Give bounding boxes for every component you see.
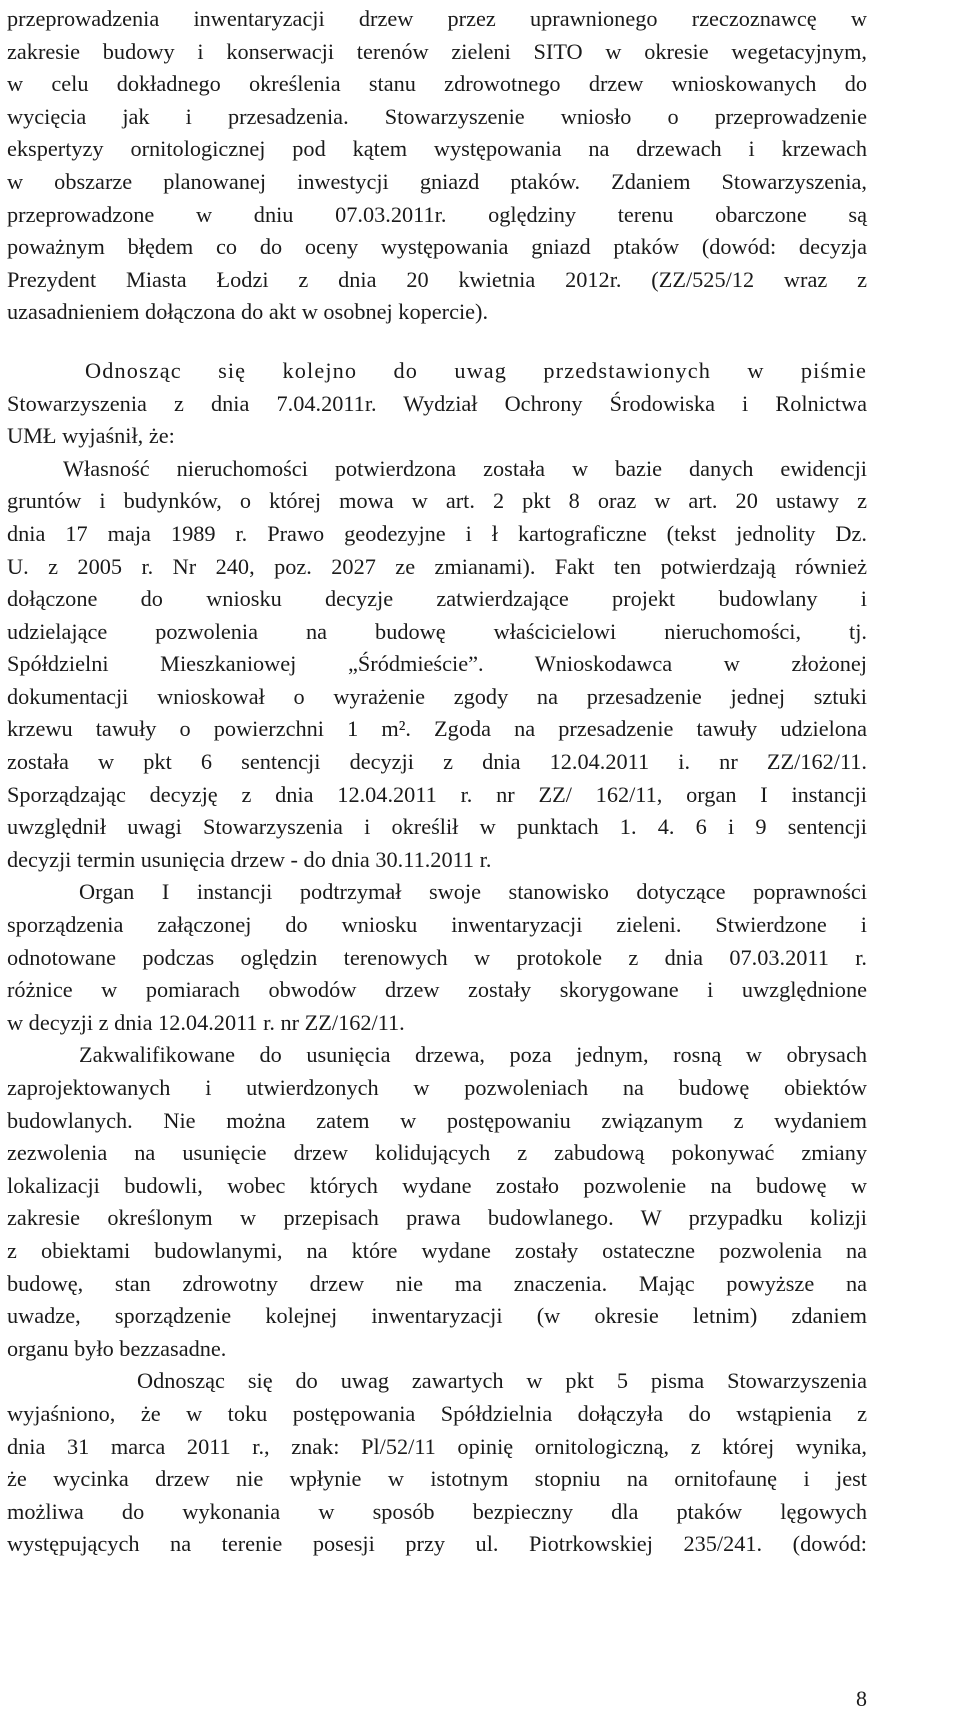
text-line: dnia 17 maja 1989 r. Prawo geodezyjne i ł kartograficzne (tekst jednolity Dz. <box>7 520 867 546</box>
paragraph-department-explanation <box>7 355 867 453</box>
text-line: Własność nieruchomości potwierdzona została w bazie danych ewidencji <box>63 455 867 481</box>
text-line: Spółdzielni Mieszkaniowej „Śródmieście”. Wnioskodawca w złożonej <box>7 651 867 677</box>
text-line: wyjaśniono, że w toku postępowania Spółdzielnia dołączyła do wstąpienia z <box>7 1400 867 1426</box>
text-line: wycięcia jak i przesadzenia. Stowarzyszenie wniosło o przeprowadzenie <box>7 103 867 129</box>
text-line: że wycinka drzew nie wpłynie w istotnym stopniu na ornitofaunę i jest <box>7 1466 867 1492</box>
text-line: dnia 31 marca 2011 r., znak: Pl/52/11 opinię ornitologiczną, z której wynika, <box>7 1433 867 1459</box>
page-number: 8 <box>856 1686 867 1711</box>
text-line: U. z 2005 r. Nr 240, poz. 2027 ze zmianami). Fakt ten potwierdzają również <box>7 553 867 579</box>
text-line: udzielające pozwolenia na budowę właścicielowi nieruchomości, tj. <box>7 618 867 644</box>
text-line: uwadze, sporządzenie kolejnej inwentaryzacji (w okresie letnim) zdaniem <box>7 1303 867 1329</box>
text-line: możliwa do wykonania w sposób bezpieczny dla ptaków lęgowych <box>7 1498 867 1524</box>
text-line: decyzji termin usunięcia drzew - do dnia 30.11.2011 r. <box>7 846 492 872</box>
text-line: Organ I instancji podtrzymał swoje stanowisko dotyczące poprawności <box>79 879 867 905</box>
text-line: sporządzenia załączonej do wniosku inwentaryzacji zieleni. Stwierdzone i <box>7 912 867 938</box>
paragraph-first-instance-position <box>7 876 867 1039</box>
text-line: przeprowadzenia inwentaryzacji drzew przez uprawnionego rzeczoznawcę w <box>7 6 867 31</box>
text-line: różnice w pomiarach obwodów drzew zostały skorygowane i uwzględnione <box>7 977 867 1003</box>
text-line: ekspertyzy ornitologicznej pod kątem występowania na drzewach i krzewach <box>7 136 867 162</box>
text-line: występujących na terenie posesji przy ul. Piotrkowskiej 235/241. (dowód: <box>7 1531 867 1557</box>
text-line: krzewu tawuły o powierzchni 1 m². Zgoda na przesadzenie tawuły udzielona <box>7 716 867 742</box>
text-line: dokumentacji wnioskował o wyrażenie zgody na przesadzenie jednej sztuki <box>7 683 867 709</box>
text-line: odnotowane podczas oględzin terenowych w protokole z dnia 07.03.2011 r. <box>7 944 867 970</box>
text-line: Zakwalifikowane do usunięcia drzewa, poza jednym, rosną w obrysach <box>79 1042 867 1068</box>
text-line: przeprowadzone w dniu 07.03.2011r. oględziny terenu obarczone są <box>7 201 867 227</box>
text-line: Stowarzyszenia z dnia 7.04.2011r. Wydział Ochrony Środowiska i Rolnictwa <box>7 390 867 416</box>
text-line: w celu dokładnego określenia stanu zdrowotnego drzew wnioskowanych do <box>7 71 867 97</box>
text-line: zakresie budowy i konserwacji terenów zieleni SITO w okresie wegetacyjnym, <box>7 38 867 64</box>
text-line: zezwolenia na usunięcie drzew kolidujących z zabudową pokonywać zmiany <box>7 1140 867 1166</box>
paragraph-spacer <box>7 329 867 355</box>
text-line: Odnosząc się do uwag zawartych w pkt 5 pisma Stowarzyszenia <box>137 1368 867 1394</box>
text-line: została w pkt 6 sentencji decyzji z dnia 12.04.2011 i. nr ZZ/162/11. <box>7 749 867 775</box>
text-line: Prezydent Miasta Łodzi z dnia 20 kwietnia 2012r. (ZZ/525/12 wraz z <box>7 266 867 292</box>
text-line: gruntów i budynków, o której mowa w art. 2 pkt 8 oraz w art. 20 ustawy z <box>7 488 867 514</box>
paragraph-tree-removal <box>7 1039 867 1365</box>
text-line: zaprojektowanych i utwierdzonych w pozwoleniach na budowę obiektów <box>7 1075 867 1100</box>
text-line: zakresie określonym w przepisach prawa budowlanego. W przypadku kolizji <box>7 1205 867 1231</box>
text-line: poważnym błędem co do oceny występowania gniazd ptaków (dowód: decyzja <box>7 234 867 260</box>
text-line: UMŁ wyjaśnił, że: <box>7 423 175 449</box>
text-line: uwzględnił uwagi Stowarzyszenia i określił w punktach 1. 4. 6 i 9 sentencji <box>7 814 867 840</box>
text-line: organu było bezzasadne. <box>7 1335 227 1361</box>
text-line: budowlanych. Nie można zatem w postępowaniu związanym z wydaniem <box>7 1107 867 1133</box>
text-line: Sporządzając decyzję z dnia 12.04.2011 r. nr ZZ/ 162/11, organ I instancji <box>7 781 867 807</box>
text-line: budowę, stan zdrowotny drzew nie ma znaczenia. Mając powyższe na <box>7 1270 867 1296</box>
text-line: w obszarze planowanej inwestycji gniazd ptaków. Zdaniem Stowarzyszenia, <box>7 168 867 194</box>
text-line: w decyzji z dnia 12.04.2011 r. nr ZZ/162/11. <box>7 1009 405 1035</box>
document-page <box>7 3 867 1561</box>
text-line: lokalizacji budowli, wobec których wydane zostało pozwolenie na budowę w <box>7 1172 867 1198</box>
paragraph-inventory-request <box>7 3 867 329</box>
text-line: uzasadnieniem dołączona do akt w osobnej kopercie). <box>7 299 489 325</box>
text-line: dołączone do wniosku decyzje zatwierdzające projekt budowlany i <box>7 586 867 612</box>
text-line: Odnosząc się kolejno do uwag przedstawionych w piśmie <box>85 357 867 383</box>
paragraph-ownership <box>7 453 867 877</box>
paragraph-ornithological-opinion <box>7 1365 867 1561</box>
text-line: z obiektami budowlanymi, na które wydane zostały ostateczne pozwolenia na <box>7 1237 867 1263</box>
